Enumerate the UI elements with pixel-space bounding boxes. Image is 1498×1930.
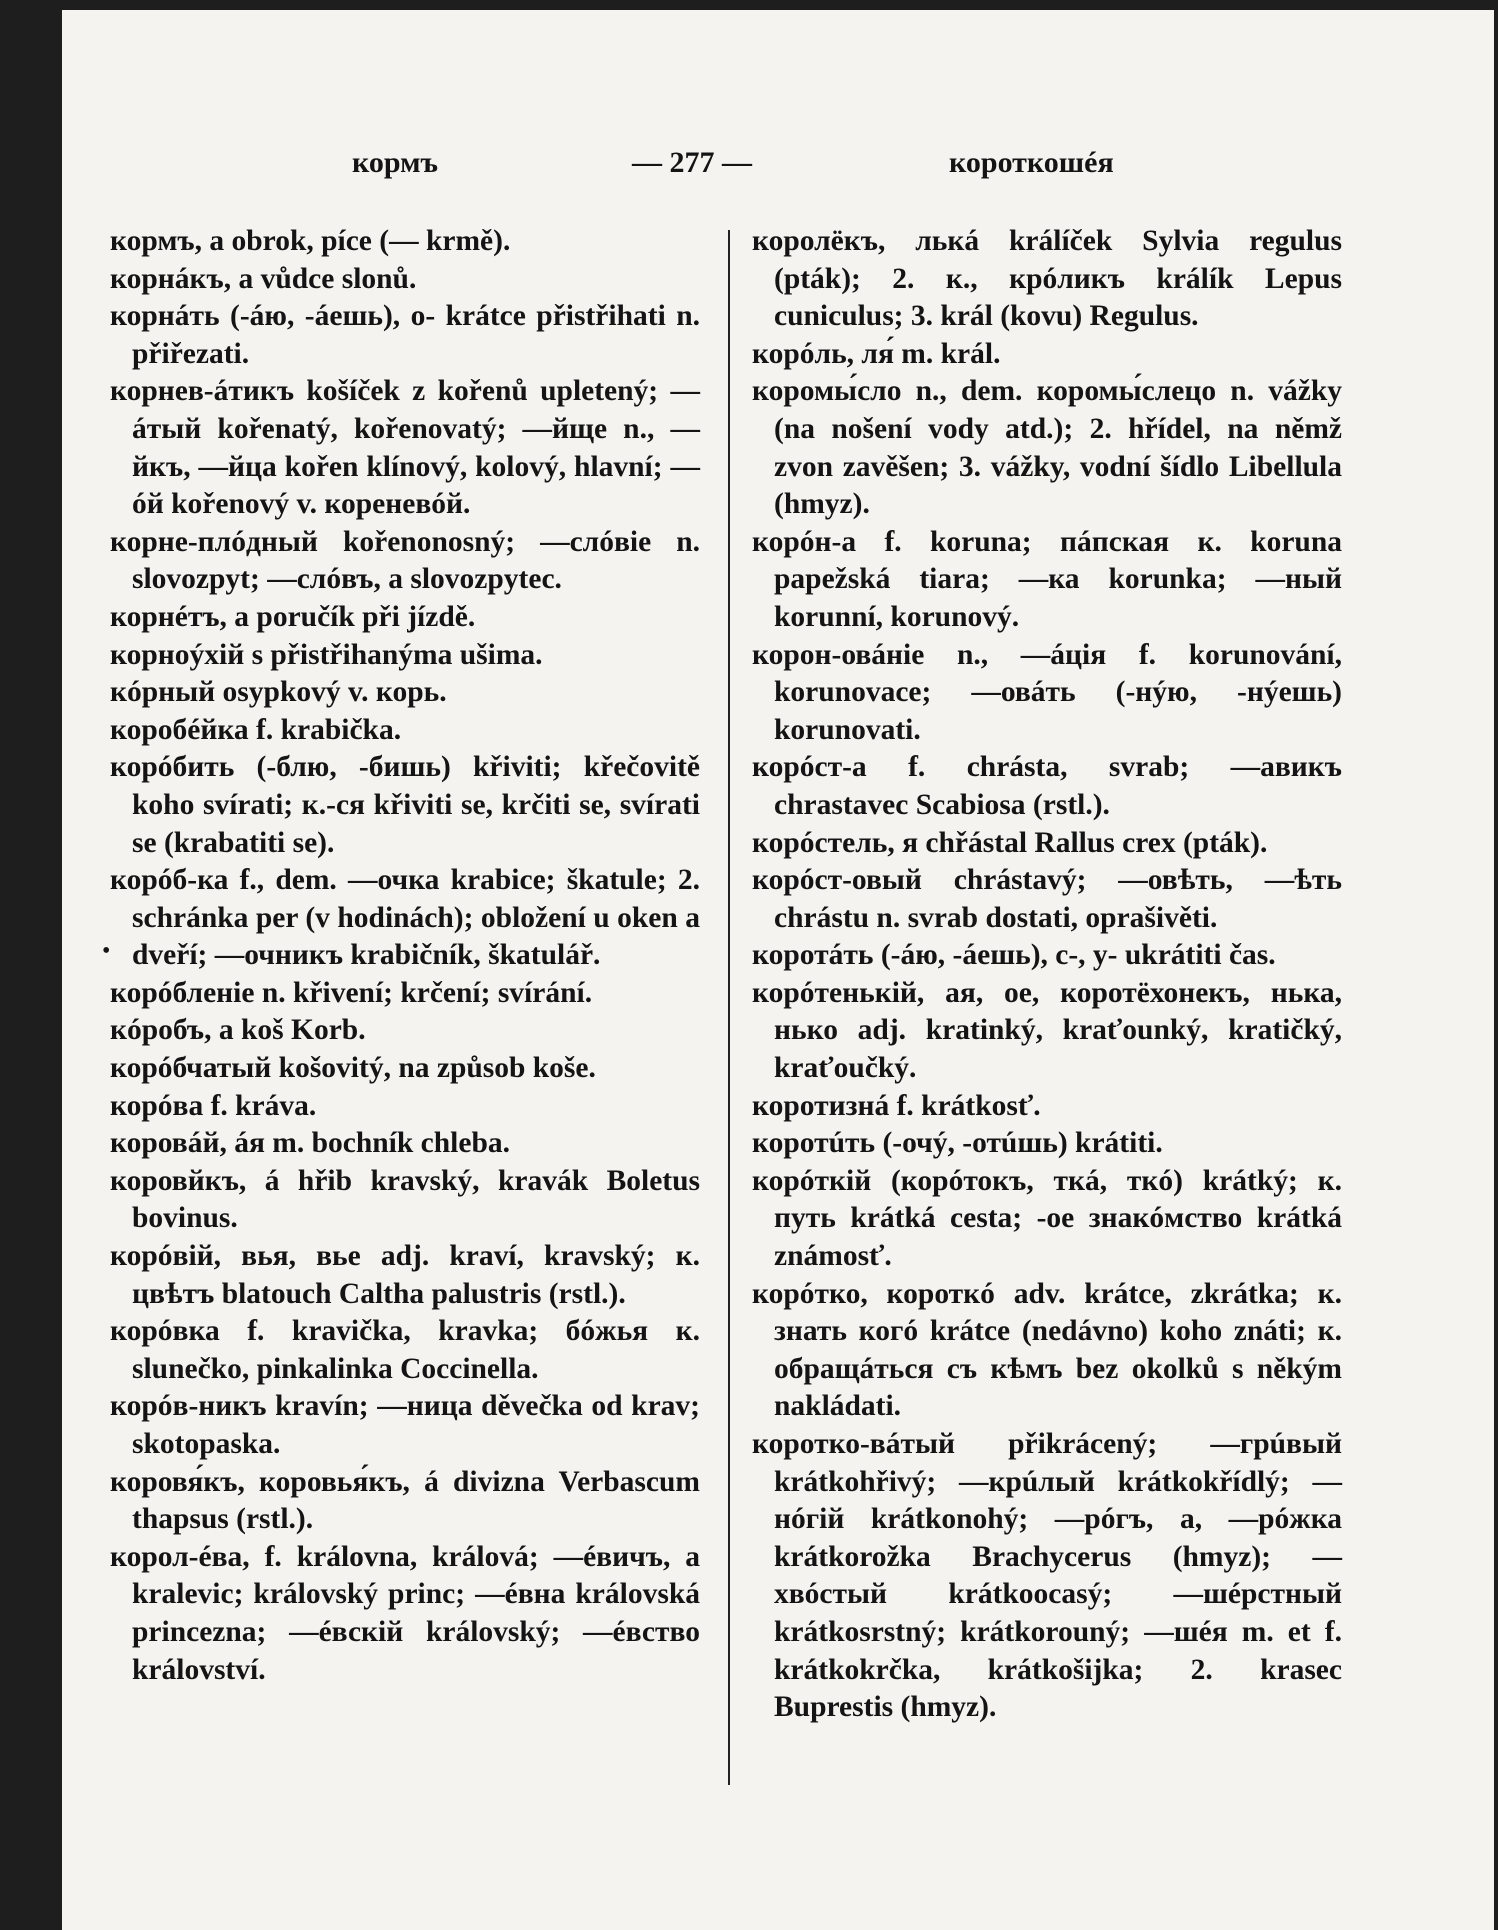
- right-column: [752, 223, 1342, 1727]
- dictionary-entry: корнáкъ, a vůdce slonů.: [110, 262, 417, 295]
- dictionary-entry: корнáть (-áю, -áешь), o- krátce přistřihati n. přiřezati.: [110, 300, 700, 370]
- dictionary-entry: коровя́къ, коровья́къ, á divizna Verbascum thapsus (rstl.).: [110, 1465, 700, 1536]
- dictionary-entry: корóст-овый chrástavý; —овѣть, —ѣть chrástu n. svrab dostati, oprašivěti.: [752, 864, 1342, 934]
- dictionary-entry: корóбить (-блю, -бишь) křiviti; křečovitě koho svírati; к.-ся křiviti se, krčiti se, svírati se (krabatiti se).: [110, 751, 700, 859]
- dictionary-entry: корóбчатый košovitý, na způsob koše.: [110, 1052, 596, 1085]
- dictionary-entry: корóткій (корóтокъ, ткá, ткó) krátký; к. путь krátká cesta; -ое знакóмство krátká známosť.: [752, 1164, 1342, 1273]
- dictionary-entry: кóрный osypkový v. корь.: [110, 676, 447, 709]
- dictionary-entry: коротúть (-очý, -отúшь) krátiti.: [752, 1127, 1163, 1160]
- dictionary-page: [62, 10, 1494, 1930]
- dictionary-entry: корóбленie n. křivení; krčení; svírání.: [110, 976, 593, 1009]
- dictionary-entry: коровйкъ, á hřib kravský, kravák Boletus bovinus.: [110, 1164, 700, 1235]
- dictionary-entry: коротко-вáтый přikrácený; —грúвый krátkohřivý; —крúлый krátkokřídlý; —нóгій krátkonohý; —рóгъ, a, —рóжка krátkorožka Brachycerus (hmyz); —хвóстый krátkoocasý; —шéрстный krátkosrstný; krátkorouný; —шéя m. et f. krátkokrčka, krátkošijka; 2. krasec Buprestis (hmyz).: [752, 1428, 1342, 1724]
- dictionary-entry: корноýхій s přistřihanýma ušima.: [110, 638, 543, 671]
- dictionary-entry: кормъ, a obrok, píce (— krmě).: [110, 225, 511, 257]
- dictionary-entry: корóб-ка f., dem. —очка krabice; škatule; 2. schránka per (v hodinách); obložení u oken a dveří; —очникъ krabičník, škatulář.: [110, 864, 700, 972]
- dictionary-entry: кóробъ, a koš Korb.: [110, 1014, 366, 1047]
- dictionary-entry: корне-плóдный kořenonosný; —слóвie n. slovozpyt; —слóвъ, a slovozpytec.: [110, 525, 700, 596]
- dictionary-entry: корóтко, короткó adv. krátce, zkrátka; к. знать когó krátce (nedávno) koho znáti; к. обращáться съ кѣмъ bez okolků s někým nakládati.: [752, 1277, 1342, 1423]
- dictionary-entry: коротизнá f. krátkosť.: [752, 1089, 1041, 1122]
- dictionary-entry: корóва f. kráva.: [110, 1089, 317, 1122]
- dictionary-entry: корóстель, я chřástal Rallus crex (pták).: [752, 826, 1268, 859]
- dictionary-entry: корóль, ля́ m. král.: [752, 337, 1001, 370]
- left-column: [110, 223, 700, 1689]
- dictionary-entry: корóв-никъ kravín; —ница děvečka od krav; skotopaska.: [110, 1390, 700, 1460]
- dictionary-entry: коротáть (-áю, -áешь), с-, у- ukrátiti čas.: [752, 939, 1276, 972]
- dictionary-entry: королёкъ, лькá králíček Sylvia regulus (pták); 2. к., крóликъ králík Lepus cuniculus; 3. král (kovu) Regulus.: [752, 225, 1342, 333]
- dictionary-entry: корóст-а f. chrásta, svrab; —авикъ chrastavec Scabiosa (rstl.).: [752, 751, 1342, 821]
- dictionary-entry: корол-éва, f. královna, králová; —éвичъ, a kralevic; královský princ; —éвна královská princezna; —éвскій královský; —éвство království.: [110, 1540, 700, 1686]
- dictionary-entry: коровáй, áя m. bochník chleba.: [110, 1127, 510, 1160]
- dictionary-entry: корóн-а f. koruna; пáпская к. koruna papežská tiara; —ка korunka; —ный korunní, korunový.: [752, 525, 1342, 633]
- header-right-word: короткошéя: [949, 146, 1114, 179]
- dictionary-entry: коробéйка f. krabička.: [110, 713, 402, 746]
- page-number: — 277 —: [632, 146, 752, 179]
- page-header: [62, 146, 1494, 186]
- dictionary-entry: корнев-áтикъ košíček z kořenů upletený; —áтый kořenatý, kořenovatý; —йще n., —йкъ, —йца kořen klínový, kolový, hlavní; —óй kořenový v. кореневóй.: [110, 375, 700, 521]
- margin-mark: •: [102, 938, 111, 964]
- dictionary-entry: корон-овáнie n., —áція f. korunování, korunovace; —овáть (-нýю, -нýешь) korunovati.: [752, 638, 1342, 746]
- dictionary-entry: корóтенькій, ая, ое, коротёхонекъ, нька, нько adj. kratinký, kraťounký, kratičký, kraťoučký.: [752, 976, 1342, 1085]
- column-divider: [728, 230, 730, 1785]
- header-left-word: кормъ: [352, 146, 439, 179]
- dictionary-entry: корóвка f. kravička, kravka; бóжья к. slunečko, pinkalinka Coccinella.: [110, 1315, 700, 1385]
- dictionary-entry: корóвій, вья, вье adj. kraví, kravský; к. цвѣтъ blatouch Caltha palustris (rstl.).: [110, 1240, 700, 1310]
- dictionary-entry: коромы́сло n., dem. коромы́слецо n. vážky (na nošení vody atd.); 2. hřídel, na němž zvon zavěšen; 3. vážky, vodní šídlo Libellula (hmyz).: [752, 375, 1342, 521]
- dictionary-entry: корнéтъ, a poručík při jízdě.: [110, 600, 476, 633]
